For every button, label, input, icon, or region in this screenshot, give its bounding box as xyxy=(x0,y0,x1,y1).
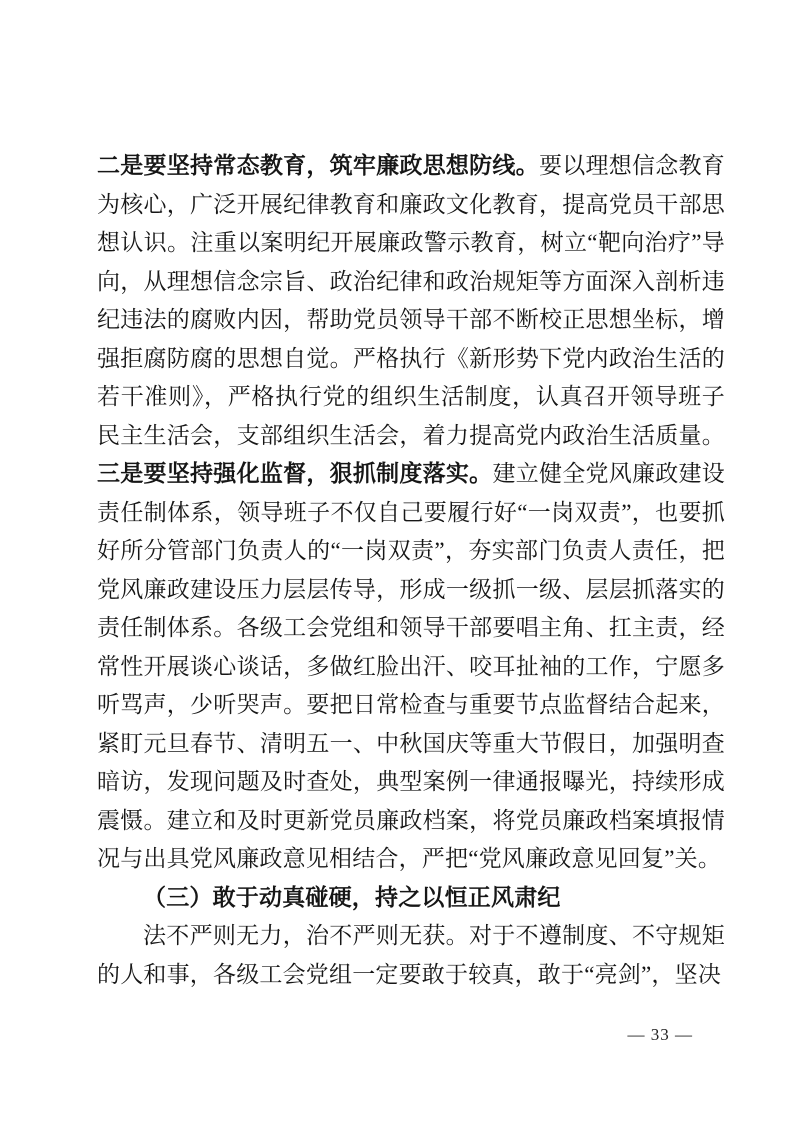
bold-lead-sentence-3: 三是要坚持强化监督，狠抓制度落实。 xyxy=(97,461,493,486)
document-body xyxy=(97,147,725,994)
body-text-run-2: 建立健全党风廉政建设责任制体系，领导班子不仅自己要履行好“一岗双责”，也要抓好所分管部门负责人的“一岗双责”，夯实部门负责人责任，把党风廉政建设压力层层传导，形成一级抓一级、层层抓落实的责任制体系。各级工会党组和领导干部要唱主角、扛主责，经常性开展谈心谈话，多做红脸出汗、咬耳扯袖的工作，宁愿多听骂声，少听哭声。要把日常检查与重要节点监督结合起来，紧盯元旦春节、清明五一、中秋国庆等重大节假日，加强明查暗访，发现问题及时查处，典型案例一律通报曝光，持续形成震慑。建立和及时更新党员廉政档案，将党员廉政档案填报情况与出具党风廉政意见相结合，严把“党风廉政意见回复”关。 xyxy=(97,461,726,871)
page-number: — 33 — xyxy=(627,1025,693,1044)
body-paragraph-1 xyxy=(97,147,725,879)
section-heading: （三）敢于动真碰硬，持之以恒正风肃纪 xyxy=(143,884,561,910)
body-paragraph-2: 法不严则无力，治不严则无获。对于不遵制度、不守规矩的人和事，各级工会党组一定要敢于较真，敢于“亮剑”，坚决 xyxy=(97,923,725,987)
bold-lead-sentence-2: 二是要坚持常态教育，筑牢廉政思想防线。 xyxy=(97,153,539,178)
body-text-run-1: 要以理想信念教育为核心，广泛开展纪律教育和廉政文化教育，提高党员干部思想认识。注重以案明纪开展廉政警示教育，树立“靶向治疗”导向，从理想信念宗旨、政治纪律和政治规矩等方面深入剖析违纪违法的腐败内因，帮助党员领导干部不断校正思想坐标，增强拒腐防腐的思想自觉。严格执行《新形势下党内政治生活的若干准则》，严格执行党的组织生活制度，认真召开领导班子民主生活会，支部组织生活会，着力提高党内政治生活质量。 xyxy=(97,153,725,448)
